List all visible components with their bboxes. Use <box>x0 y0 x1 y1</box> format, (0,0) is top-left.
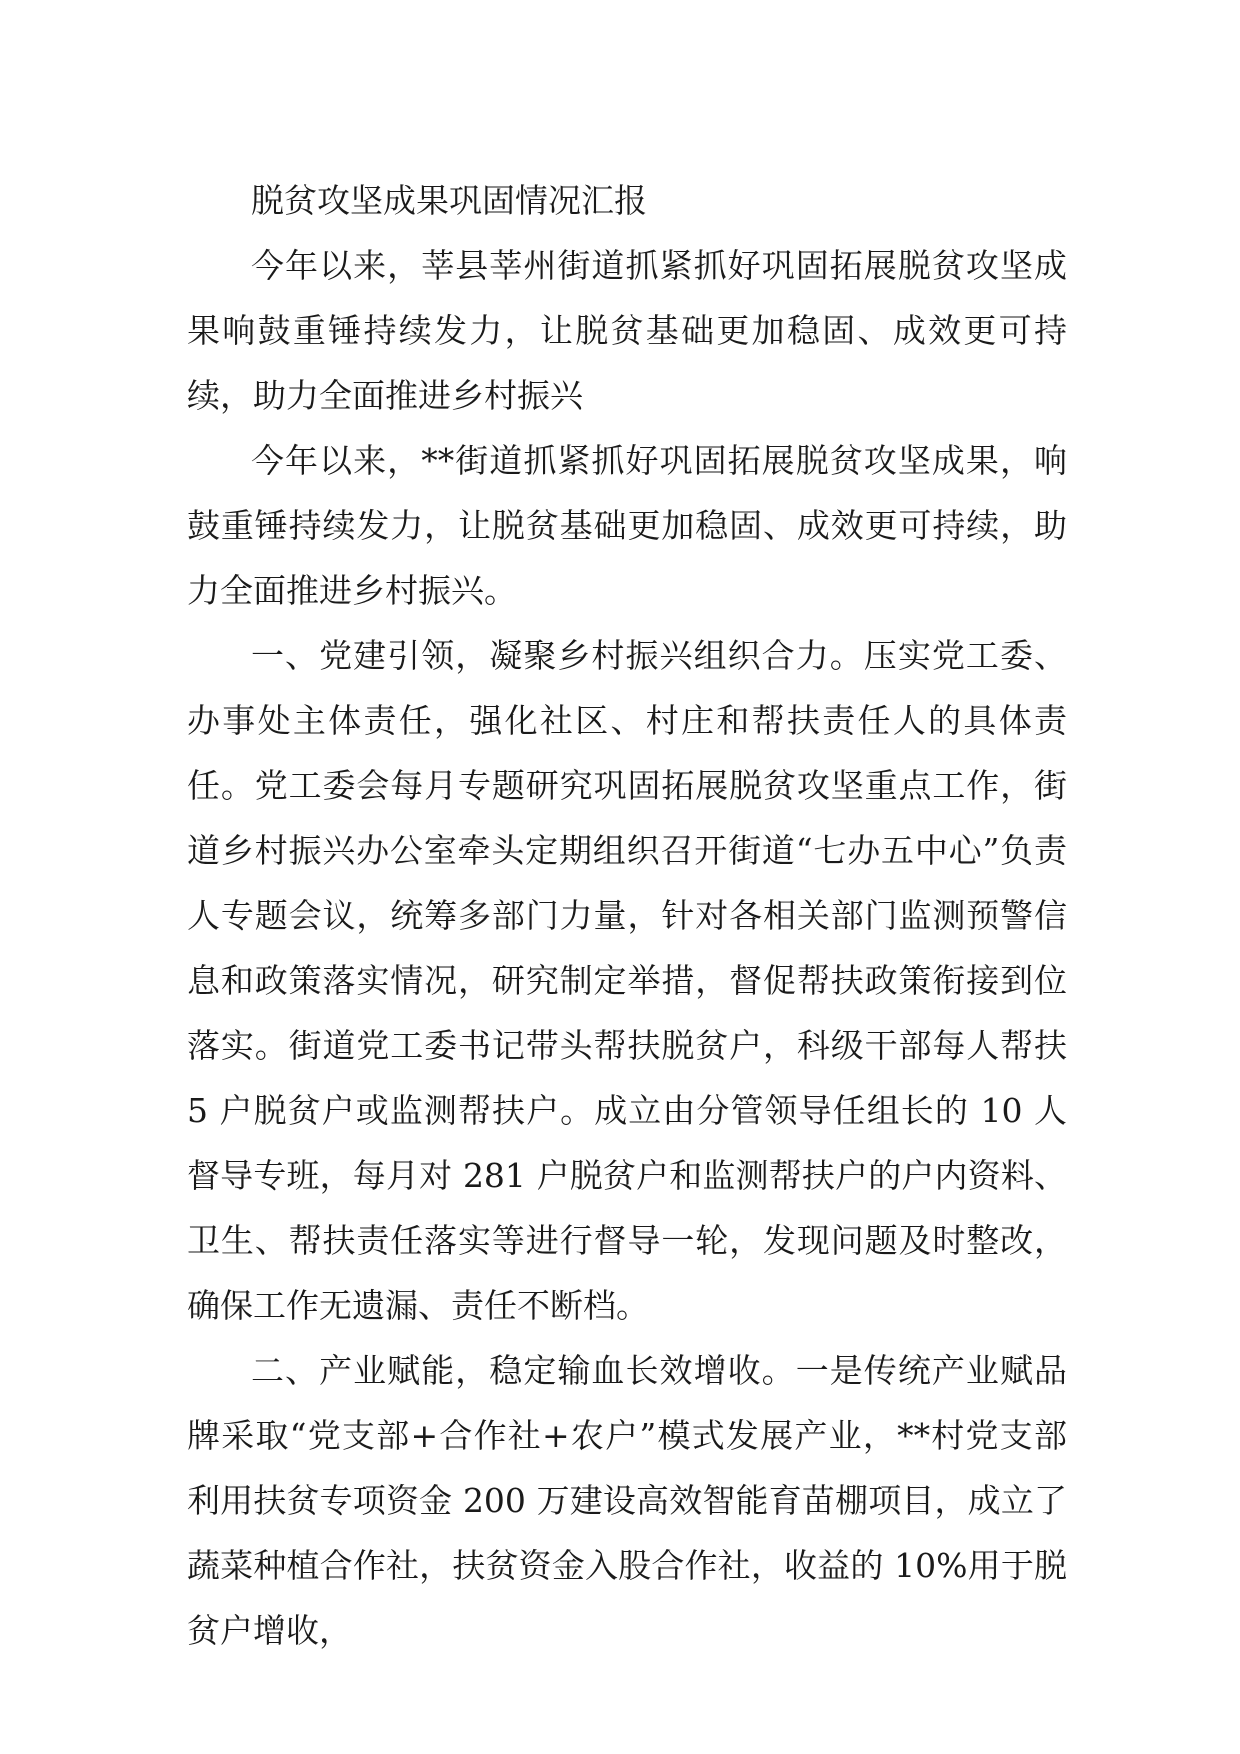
paragraph-intro-1: 今年以来，莘县莘州街道抓紧抓好巩固拓展脱贫攻坚成果响鼓重锤持续发力，让脱贫基础更加稳固、成效更可持续，助力全面推进乡村振兴 <box>187 246 1067 415</box>
paragraph-intro-2: 今年以来，**街道抓紧抓好巩固拓展脱贫攻坚成果，响鼓重锤持续发力，让脱贫基础更加稳固、成效更可持续，助力全面推进乡村振兴。 <box>187 441 1067 610</box>
paragraph-industry: 二、产业赋能，稳定输血长效增收。一是传统产业赋品牌采取“党支部+合作社+农户”模式发展产业，**村党支部利用扶贫专项资金 200 万建设高效智能育苗棚项目，成立了蔬菜种植合作社，扶贫资金入股合作社，收益的 10%用于脱贫户增收， <box>187 1351 1067 1650</box>
paragraph-party-building: 一、党建引领，凝聚乡村振兴组织合力。压实党工委、办事处主体责任，强化社区、村庄和帮扶责任人的具体责任。党工委会每月专题研究巩固拓展脱贫攻坚重点工作，街道乡村振兴办公室牵头定期组织召开街道“七办五中心”负责人专题会议，统筹多部门力量，针对各相关部门监测预警信息和政策落实情况，研究制定举措，督促帮扶政策衔接到位落实。街道党工委书记带头帮扶脱贫户，科级干部每人帮扶 5 户脱贫户或监测帮扶户。成立由分管领导任组长的 10 人督导专班，每月对 281 户脱贫户和监测帮扶户的户内资料、卫生、帮扶责任落实等进行督导一轮，发现问题及时整改，确保工作无遗漏、责任不断档。 <box>187 636 1067 1325</box>
document-title: 脱贫攻坚成果巩固情况汇报 <box>251 181 647 220</box>
document-body <box>187 168 1067 1663</box>
